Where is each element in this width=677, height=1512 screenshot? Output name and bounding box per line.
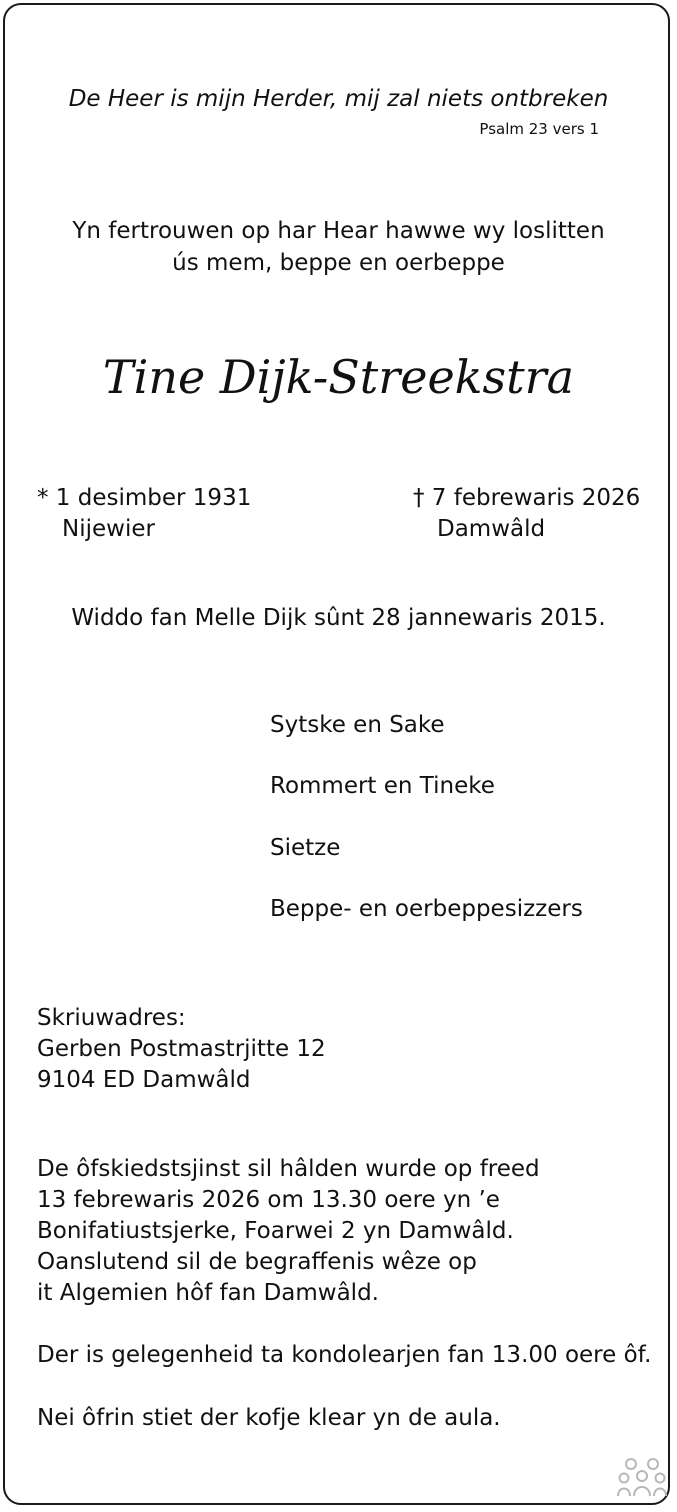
family-line: Sietze: [270, 835, 341, 861]
deceased-name: Tine Dijk-Streekstra: [102, 350, 575, 404]
death-date: † 7 febrewaris 2026: [413, 485, 641, 511]
family-line: Sytske en Sake: [270, 712, 445, 738]
family-line: Beppe- en oerbeppesizzers: [270, 896, 583, 922]
service-line: it Algemien hôf fan Damwâld.: [37, 1280, 379, 1306]
service-line: Bonifatiustsjerke, Foarwei 2 yn Damwâld.: [37, 1218, 514, 1244]
address-postcode: 9104 ED Damwâld: [37, 1067, 251, 1093]
intro-line-2: ús mem, beppe en oerbeppe: [172, 250, 505, 276]
people-group-icon: [616, 1456, 668, 1498]
widow-line: Widdo fan Melle Dijk sûnt 28 jannewaris 2015.: [71, 605, 606, 631]
condolence-line: Der is gelegenheid ta kondolearjen fan 13.00 oere ôf.: [37, 1342, 652, 1368]
address-street: Gerben Postmastrjitte 12: [37, 1036, 326, 1062]
service-line: 13 febrewaris 2026 om 13.30 oere yn ’e: [37, 1187, 500, 1213]
coffee-line: Nei ôfrin stiet der kofje klear yn de aula.: [37, 1405, 501, 1431]
birth-place: Nijewier: [62, 516, 155, 542]
motto-source: Psalm 23 vers 1: [479, 120, 599, 138]
service-line: Oanslutend sil de begraffenis wêze op: [37, 1249, 477, 1275]
death-place: Damwâld: [437, 516, 546, 542]
intro-line-1: Yn fertrouwen op har Hear hawwe wy loslitten: [72, 218, 605, 244]
family-line: Rommert en Tineke: [270, 773, 495, 799]
service-line: De ôfskiedstsjinst sil hâlden wurde op freed: [37, 1156, 540, 1182]
motto-text: De Heer is mijn Herder, mij zal niets ontbreken: [68, 86, 609, 112]
birth-date: * 1 desimber 1931: [37, 485, 252, 511]
address-heading: Skriuwadres:: [37, 1005, 186, 1031]
